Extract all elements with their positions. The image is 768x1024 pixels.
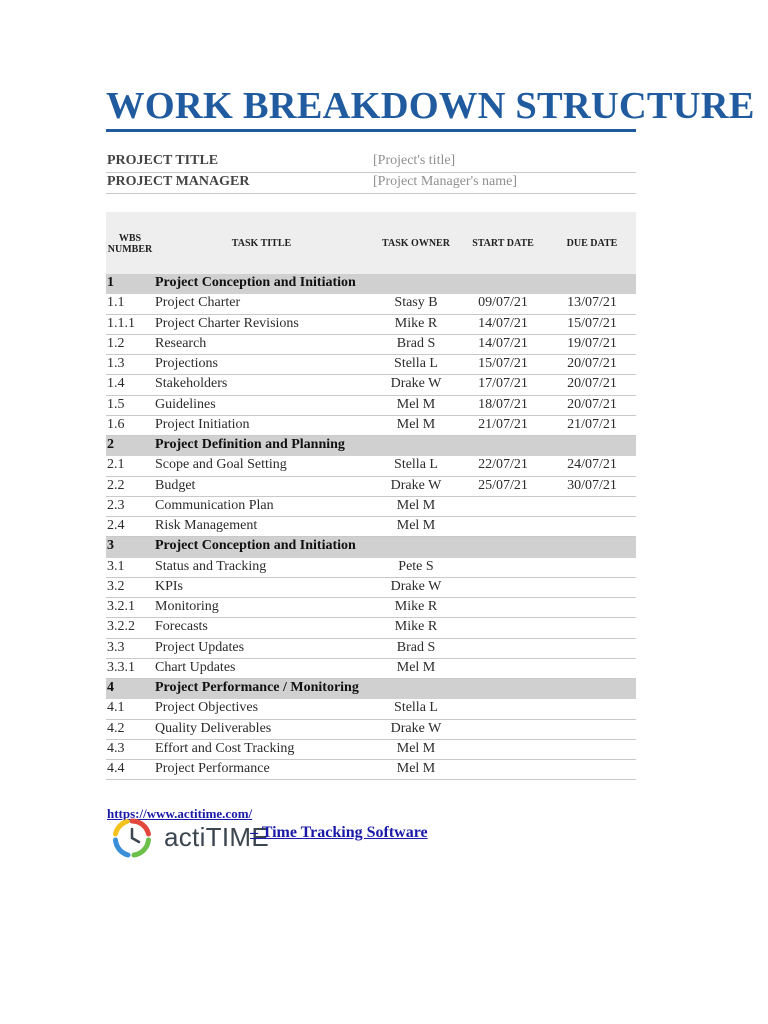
wbs-number-cell: 1.1 — [107, 295, 125, 311]
start-date-cell: 14/07/21 — [478, 315, 528, 331]
task-title-cell: KPIs — [155, 578, 184, 594]
task-owner-cell: Mike R — [394, 315, 438, 331]
wbs-number-cell: 4.1 — [107, 700, 125, 716]
task-title-cell: Project Conception and Initiation — [155, 538, 356, 554]
start-date-cell: 15/07/21 — [478, 356, 528, 371]
task-title-cell: Project Performance / Monitoring — [155, 680, 359, 695]
wbs-number-cell: 4 — [107, 680, 114, 695]
due-date-cell: 20/07/21 — [567, 356, 617, 371]
wbs-number-cell: 2.3 — [107, 497, 125, 513]
project-title-field[interactable]: [Project's title] — [373, 153, 456, 168]
project-title-row — [106, 152, 636, 173]
project-manager-label: PROJECT MANAGER — [107, 174, 250, 189]
due-date-cell: 20/07/21 — [567, 376, 617, 392]
table-row[interactable] — [106, 456, 636, 476]
task-title-cell: Scope and Goal Setting — [155, 457, 287, 473]
task-owner-cell: Mel M — [396, 659, 436, 675]
column-header-wbs-line1: WBS — [118, 233, 142, 244]
due-date-cell: 24/07/21 — [567, 457, 617, 473]
table-row[interactable] — [106, 497, 636, 517]
start-date-cell: 17/07/21 — [478, 376, 528, 392]
wbs-number-cell: 1.3 — [107, 356, 125, 371]
due-date-cell: 30/07/21 — [567, 477, 617, 493]
task-owner-cell: Drake W — [390, 376, 442, 392]
task-title-cell: Project Definition and Planning — [155, 437, 345, 452]
logo-wordmark: actiTIME — [164, 822, 269, 852]
task-title-cell: Risk Management — [155, 518, 258, 533]
table-row[interactable] — [106, 598, 636, 618]
wbs-number-cell: 2 — [107, 437, 114, 452]
table-row[interactable] — [106, 375, 636, 395]
task-title-cell: Project Objectives — [155, 700, 259, 716]
task-title-cell: Monitoring — [155, 599, 219, 614]
title-underline — [106, 129, 636, 132]
wbs-number-cell: 4.2 — [107, 720, 125, 736]
wbs-number-cell: 1.6 — [107, 416, 125, 432]
task-title-cell: Research — [155, 335, 207, 351]
project-manager-row — [106, 173, 636, 194]
wbs-number-cell: 3.2 — [107, 578, 125, 594]
task-title-cell: Communication Plan — [155, 497, 274, 513]
wbs-number-cell: 1.2 — [107, 335, 125, 351]
logo-arc-yellow — [116, 822, 128, 835]
table-row[interactable] — [106, 618, 636, 638]
due-date-cell: 13/07/21 — [567, 295, 617, 311]
table-row[interactable] — [106, 760, 636, 780]
actitime-logo-icon — [110, 816, 154, 860]
time-tracking-software-link[interactable]: – Time Tracking Software — [250, 824, 428, 841]
start-date-cell: 14/07/21 — [478, 335, 528, 351]
column-header-wbs-line2: NUMBER — [107, 244, 153, 255]
section-row[interactable] — [106, 436, 636, 456]
start-date-cell: 09/07/21 — [478, 295, 528, 311]
wbs-number-cell: 1 — [107, 275, 114, 290]
task-title-cell: Project Charter Revisions — [155, 315, 299, 331]
due-date-cell: 20/07/21 — [567, 396, 617, 412]
task-title-cell: Status and Tracking — [155, 558, 267, 574]
wbs-number-cell: 3.2.1 — [107, 599, 135, 614]
task-owner-cell: Mike R — [394, 599, 438, 614]
task-owner-cell: Mel M — [396, 497, 436, 513]
table-row[interactable] — [106, 740, 636, 760]
due-date-cell: 15/07/21 — [567, 315, 617, 331]
start-date-cell: 25/07/21 — [478, 477, 528, 493]
task-owner-cell: Stella L — [394, 700, 438, 716]
task-owner-cell: Mel M — [396, 761, 436, 776]
column-header-wbs — [106, 233, 154, 255]
task-title-cell: Project Updates — [155, 639, 245, 655]
task-title-cell: Effort and Cost Tracking — [155, 740, 295, 756]
table-row[interactable] — [106, 699, 636, 719]
table-row[interactable] — [106, 477, 636, 497]
task-owner-cell: Mel M — [396, 740, 436, 756]
task-title-cell: Budget — [155, 477, 196, 493]
table-row[interactable] — [106, 558, 636, 578]
table-row[interactable] — [106, 578, 636, 598]
logo-arc-red — [132, 821, 149, 834]
wbs-number-cell: 2.2 — [107, 477, 125, 493]
start-date-cell: 18/07/21 — [478, 396, 528, 412]
section-row[interactable] — [106, 679, 636, 699]
task-owner-cell: Mel M — [396, 416, 436, 432]
wbs-number-cell: 4.3 — [107, 740, 125, 756]
wbs-number-cell: 1.4 — [107, 376, 125, 392]
table-row[interactable] — [106, 720, 636, 740]
task-owner-cell: Stella L — [394, 457, 438, 473]
column-header-owner: TASK OWNER — [382, 238, 450, 249]
task-owner-cell: Brad S — [396, 335, 436, 351]
project-title-label: PROJECT TITLE — [107, 153, 219, 168]
task-title-cell: Chart Updates — [155, 659, 236, 675]
table-row[interactable] — [106, 416, 636, 436]
wbs-table-body — [106, 274, 636, 780]
table-row[interactable] — [106, 355, 636, 375]
wbs-number-cell: 3.1 — [107, 558, 125, 574]
start-date-cell: 21/07/21 — [478, 416, 528, 432]
task-title-cell: Project Performance — [155, 761, 270, 776]
task-owner-cell: Stasy B — [394, 295, 438, 311]
actitime-link[interactable]: https://www.actitime.com/ — [107, 806, 253, 821]
column-header-start: START DATE — [472, 238, 534, 249]
task-owner-cell: Brad S — [396, 639, 436, 655]
table-row[interactable] — [106, 294, 636, 314]
task-title-cell: Project Initiation — [155, 416, 250, 432]
wbs-number-cell: 3.3.1 — [107, 659, 135, 675]
wbs-number-cell: 1.1.1 — [107, 315, 135, 331]
table-header — [106, 212, 636, 274]
wbs-number-cell: 1.5 — [107, 396, 125, 412]
task-title-cell: Quality Deliverables — [155, 720, 272, 736]
task-title-cell: Forecasts — [155, 619, 208, 635]
project-manager-field[interactable]: [Project Manager's name] — [373, 174, 518, 189]
due-date-cell: 21/07/21 — [567, 416, 617, 432]
actitime-logo[interactable] — [110, 814, 270, 862]
task-owner-cell: Stella L — [394, 356, 438, 371]
section-row[interactable] — [106, 537, 636, 557]
section-row[interactable] — [106, 274, 636, 294]
table-row[interactable] — [106, 335, 636, 355]
wbs-number-cell: 3.2.2 — [107, 619, 135, 635]
logo-clock-hands — [132, 829, 139, 842]
task-owner-cell: Mel M — [396, 396, 436, 412]
task-owner-cell: Pete S — [398, 558, 434, 574]
wbs-number-cell: 3 — [107, 538, 114, 554]
due-date-cell: 19/07/21 — [567, 335, 617, 351]
column-header-task: TASK TITLE — [231, 238, 292, 249]
task-title-cell: Project Conception and Initiation — [155, 275, 356, 290]
wbs-number-cell: 3.3 — [107, 639, 125, 655]
wbs-number-cell: 2.4 — [107, 518, 125, 533]
table-row[interactable] — [106, 396, 636, 416]
table-row[interactable] — [106, 517, 636, 537]
task-owner-cell: Drake W — [390, 578, 442, 594]
task-owner-cell: Drake W — [390, 477, 442, 493]
task-owner-cell: Mike R — [394, 619, 438, 635]
logo-arc-blue — [116, 840, 129, 855]
task-title-cell: Project Charter — [155, 295, 241, 311]
start-date-cell: 22/07/21 — [478, 457, 528, 473]
task-title-cell: Projections — [155, 356, 218, 371]
wbs-number-cell: 4.4 — [107, 761, 125, 776]
task-title-cell: Stakeholders — [155, 376, 228, 392]
wbs-number-cell: 2.1 — [107, 457, 125, 473]
task-owner-cell: Drake W — [390, 720, 442, 736]
column-header-due: DUE DATE — [566, 238, 618, 249]
task-title-cell: Guidelines — [155, 396, 216, 412]
logo-arc-green — [134, 840, 149, 855]
table-row[interactable] — [106, 659, 636, 679]
table-row[interactable] — [106, 639, 636, 659]
page-title: WORK BREAKDOWN STRUCTURE — [106, 85, 755, 127]
task-owner-cell: Mel M — [396, 518, 436, 533]
spreadsheet-page — [106, 0, 755, 800]
table-row[interactable] — [106, 315, 636, 335]
